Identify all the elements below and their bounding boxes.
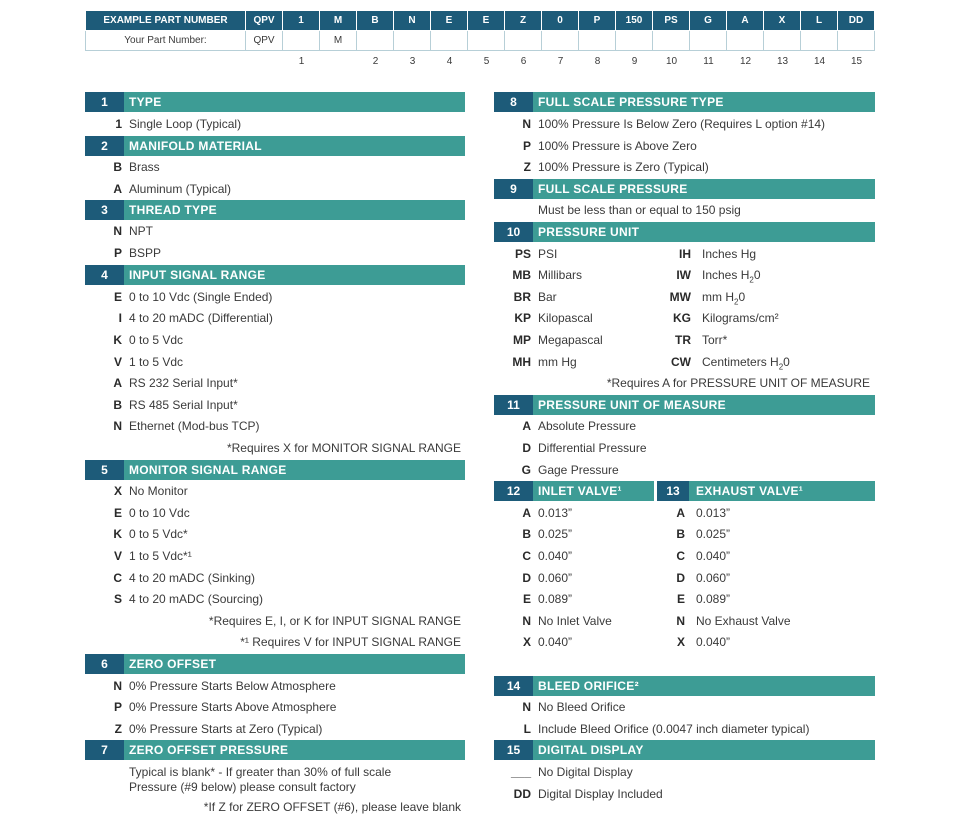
option-code: Z <box>523 160 531 174</box>
option-code: D <box>676 571 685 585</box>
table-cell: Z <box>505 11 542 31</box>
option-code: A <box>522 419 531 433</box>
table-cell: 1 <box>283 11 320 31</box>
option-label: 0.089” <box>696 592 731 606</box>
unit-text: 0 <box>738 290 746 304</box>
option-code: N <box>522 117 531 131</box>
section-header-zero-offset <box>85 654 465 674</box>
unit-text: Inches H <box>702 268 750 282</box>
section-number: 11 <box>494 395 533 415</box>
table-cell: N <box>394 11 431 31</box>
option-label: 0.040” <box>538 635 573 649</box>
position-number: 5 <box>483 56 490 67</box>
table-cell: G <box>690 11 727 31</box>
option-label: NPT <box>129 224 153 238</box>
section-title: ZERO OFFSET PRESSURE <box>129 743 289 757</box>
table-cell: EXAMPLE PART NUMBER <box>86 11 246 31</box>
option-code: X <box>113 484 122 498</box>
option-label: 0% Pressure Starts Below Atmosphere <box>129 679 336 693</box>
section-title: EXHAUST VALVE¹ <box>696 484 804 498</box>
table-cell[interactable] <box>838 31 875 51</box>
section-number: 8 <box>494 92 533 112</box>
table-cell[interactable] <box>579 31 616 51</box>
option-label: 0.040” <box>538 549 573 563</box>
section-number: 5 <box>85 460 124 480</box>
section-title: TYPE <box>129 95 162 109</box>
option-label: Brass <box>129 160 160 174</box>
table-cell: 0 <box>542 11 579 31</box>
option-code: MB <box>512 268 531 282</box>
option-label: 100% Pressure is Zero (Typical) <box>538 160 709 174</box>
option-code: B <box>522 527 531 541</box>
position-number: 6 <box>520 56 527 67</box>
option-label: 0% Pressure Starts Above Atmosphere <box>129 700 337 714</box>
section-header-input-signal-range <box>85 265 465 285</box>
section-title: THREAD TYPE <box>129 203 217 217</box>
section-header-zero-offset-pressure <box>85 740 465 760</box>
unit-text: 0 <box>783 355 790 369</box>
section-header-pressure-unit <box>494 222 875 242</box>
position-number: 1 <box>298 56 305 67</box>
position-number: 2 <box>372 56 379 67</box>
option-label: 0 to 5 Vdc* <box>129 527 188 541</box>
option-code: N <box>113 679 122 693</box>
option-code: E <box>676 592 685 606</box>
option-code: N <box>522 614 531 628</box>
option-label: No Bleed Orifice <box>538 700 626 714</box>
option-label: Megapascal <box>538 333 603 347</box>
option-label: 0 to 10 Vdc (Single Ended) <box>129 290 273 304</box>
footnote: *If Z for ZERO OFFSET (#6), please leave blank <box>203 800 461 814</box>
option-code: CW <box>671 355 691 369</box>
option-code: C <box>522 549 531 563</box>
section-number: 9 <box>494 179 533 199</box>
section-number: 7 <box>85 740 124 760</box>
section-title: INLET VALVE¹ <box>538 484 622 498</box>
option-code: I <box>118 311 122 325</box>
option-label: 4 to 20 mADC (Sourcing) <box>129 592 264 606</box>
option-label: 1 to 5 Vdc*¹ <box>129 549 192 563</box>
option-code: B <box>113 398 122 412</box>
section-header-pressure-unit-of-measure <box>494 395 875 415</box>
section-header-thread-type <box>85 200 465 220</box>
option-label: PSI <box>538 247 558 261</box>
option-label: Digital Display Included <box>538 787 663 801</box>
table-cell: E <box>431 11 468 31</box>
option-label: Gage Pressure <box>538 463 619 477</box>
option-code: S <box>113 592 122 606</box>
option-label: 100% Pressure is Above Zero <box>538 139 697 153</box>
example-part-row <box>86 11 875 31</box>
section-header-bleed-orifice <box>494 676 875 696</box>
table-cell: Your Part Number: <box>86 31 246 51</box>
option-code: E <box>522 592 531 606</box>
part-number-table <box>85 10 875 51</box>
option-code: B <box>676 527 685 541</box>
subscript: 2 <box>778 362 784 372</box>
footnote: *Requires A for PRESSURE UNIT OF MEASURE <box>606 376 870 390</box>
section-number: 12 <box>494 481 533 501</box>
option-label: Kilograms/cm² <box>702 311 779 325</box>
table-cell[interactable] <box>653 31 690 51</box>
option-code: P <box>113 700 122 714</box>
table-cell: P <box>579 11 616 31</box>
option-code: D <box>522 571 531 585</box>
description-text: Pressure (#9 below) please consult factory <box>129 780 356 794</box>
section-number: 13 <box>657 481 689 501</box>
section-header-manifold-material <box>85 136 465 156</box>
position-number: 12 <box>739 56 752 67</box>
section-number: 14 <box>494 676 533 696</box>
option-label: BSPP <box>129 246 162 260</box>
option-code: IH <box>679 247 691 261</box>
option-label: Millibars <box>538 268 583 282</box>
option-label: 100% Pressure Is Below Zero (Requires L option #14) <box>538 117 826 131</box>
option-code: PS <box>514 247 531 261</box>
subscript: 2 <box>734 297 739 307</box>
table-cell[interactable] <box>801 31 838 51</box>
subscript: 2 <box>749 275 754 285</box>
section-title: MONITOR SIGNAL RANGE <box>129 463 287 477</box>
table-cell[interactable] <box>542 31 579 51</box>
section-title: FULL SCALE PRESSURE <box>538 182 688 196</box>
option-label: Bar <box>538 290 557 304</box>
table-cell[interactable] <box>505 31 542 51</box>
section-header-full-scale-pressure-type <box>494 92 875 112</box>
section-title: MANIFOLD MATERIAL <box>129 139 262 153</box>
table-cell: L <box>801 11 838 31</box>
option-code: V <box>113 355 122 369</box>
position-number: 9 <box>631 56 638 67</box>
section-title: ZERO OFFSET <box>129 657 217 671</box>
option-code: IW <box>676 268 691 282</box>
unit-text: 0 <box>753 268 761 282</box>
option-label: No Exhaust Valve <box>696 614 791 628</box>
table-cell: B <box>357 11 394 31</box>
option-code: MH <box>512 355 531 369</box>
table-cell: A <box>727 11 764 31</box>
option-code: X <box>676 635 685 649</box>
section-header-monitor-signal-range <box>85 460 465 480</box>
option-code: MP <box>513 333 531 347</box>
option-code: E <box>113 506 122 520</box>
position-number: 11 <box>703 56 714 67</box>
option-label: Absolute Pressure <box>538 419 637 433</box>
unit-text: Centimeters H <box>702 355 779 369</box>
table-cell[interactable] <box>431 31 468 51</box>
option-label: 0.013” <box>696 506 731 520</box>
position-number: 15 <box>850 56 863 67</box>
option-label: 0.089” <box>538 592 573 606</box>
section-title: DIGITAL DISPLAY <box>538 743 644 757</box>
section-title: INPUT SIGNAL RANGE <box>129 268 266 282</box>
option-label: Kilopascal <box>538 311 593 325</box>
table-cell: DD <box>838 11 875 31</box>
section-title: PRESSURE UNIT <box>538 225 640 239</box>
option-code: 1 <box>115 117 122 131</box>
section-number: 15 <box>494 740 533 760</box>
option-label: Torr* <box>702 333 728 347</box>
table-cell[interactable] <box>357 31 394 51</box>
option-label: 0.025” <box>538 527 573 541</box>
your-part-row[interactable] <box>86 31 875 51</box>
table-cell: 150 <box>616 11 653 31</box>
position-number: 7 <box>557 56 564 67</box>
option-code: A <box>676 506 685 520</box>
option-label: Inches Hg <box>702 247 757 261</box>
option-label: 1 to 5 Vdc <box>129 355 184 369</box>
option-code: N <box>522 700 531 714</box>
unit-text: mm H <box>702 290 734 304</box>
position-number: 14 <box>813 56 826 67</box>
option-label: 0 to 5 Vdc <box>129 333 184 347</box>
section-header-digital-display <box>494 740 875 760</box>
section-title: FULL SCALE PRESSURE TYPE <box>538 95 724 109</box>
position-number: 8 <box>594 56 601 67</box>
option-label: 0.025” <box>696 527 731 541</box>
section-number: 4 <box>85 265 124 285</box>
section-header-exhaust-valve <box>657 481 875 501</box>
option-label: Single Loop (Typical) <box>129 117 242 131</box>
description-text: Typical is blank* - If greater than 30% of full scale <box>129 765 392 779</box>
option-label: 0.060” <box>696 571 731 585</box>
table-cell[interactable] <box>468 31 505 51</box>
section-header-full-scale-pressure <box>494 179 875 199</box>
position-number: 4 <box>446 56 453 67</box>
option-code: KG <box>673 311 691 325</box>
description-text: Must be less than or equal to 150 psig <box>538 203 741 217</box>
position-number: 3 <box>409 56 416 67</box>
option-code: MW <box>669 290 691 304</box>
table-cell[interactable] <box>764 31 801 51</box>
option-code: A <box>113 376 122 390</box>
section-title: BLEED ORIFICE² <box>538 679 639 693</box>
option-code: DD <box>513 787 531 801</box>
option-code: G <box>521 463 531 477</box>
option-label: RS 232 Serial Input* <box>129 376 238 390</box>
position-number: 10 <box>665 56 678 67</box>
table-cell: E <box>468 11 505 31</box>
table-cell[interactable] <box>283 31 320 51</box>
option-code: Z <box>114 722 122 736</box>
option-code: E <box>113 290 122 304</box>
option-code: A <box>522 506 531 520</box>
table-cell[interactable] <box>727 31 764 51</box>
option-code: P <box>113 246 122 260</box>
option-code: P <box>522 139 531 153</box>
section-header-inlet-valve <box>494 481 654 501</box>
option-code: X <box>522 635 531 649</box>
option-label: Aluminum (Typical) <box>129 182 232 196</box>
option-label: RS 485 Serial Input* <box>129 398 238 412</box>
option-label: Include Bleed Orifice (0.0047 inch diameter typical) <box>538 722 810 736</box>
option-label: No Inlet Valve <box>538 614 612 628</box>
option-label: mm Hg <box>538 355 577 369</box>
table-cell[interactable]: M <box>320 31 357 51</box>
section-title: PRESSURE UNIT OF MEASURE <box>538 398 726 412</box>
section-number: 2 <box>85 136 124 156</box>
table-cell[interactable] <box>394 31 431 51</box>
section-number: 3 <box>85 200 124 220</box>
table-cell[interactable]: QPV <box>246 31 283 51</box>
option-label: 0.013” <box>538 506 573 520</box>
footnote: *Requires E, I, or K for INPUT SIGNAL RANGE <box>208 614 461 628</box>
table-cell: QPV <box>246 11 283 31</box>
option-code: TR <box>675 333 691 347</box>
section-number: 1 <box>85 92 124 112</box>
option-label: No Monitor <box>129 484 188 498</box>
option-label: Differential Pressure <box>538 441 647 455</box>
option-code: C <box>676 549 685 563</box>
option-label: 0 to 10 Vdc <box>129 506 190 520</box>
option-label: 0% Pressure Starts at Zero (Typical) <box>129 722 323 736</box>
option-label: No Digital Display <box>538 765 633 779</box>
footnote: *Requires X for MONITOR SIGNAL RANGE <box>226 441 461 455</box>
option-code: B <box>113 160 122 174</box>
option-code: C <box>113 571 122 585</box>
section-header-type <box>85 92 465 112</box>
option-code: N <box>113 419 122 433</box>
option-code: K <box>113 527 122 541</box>
option-label: 4 to 20 mADC (Sinking) <box>129 571 256 585</box>
option-code: A <box>113 182 122 196</box>
table-cell[interactable] <box>690 31 727 51</box>
table-cell: PS <box>653 11 690 31</box>
table-cell[interactable] <box>616 31 653 51</box>
option-code: K <box>113 333 122 347</box>
footnote: *¹ Requires V for INPUT SIGNAL RANGE <box>240 635 461 649</box>
option-code: D <box>522 441 531 455</box>
position-number: 13 <box>776 56 789 67</box>
table-cell: X <box>764 11 801 31</box>
option-code: V <box>113 549 122 563</box>
option-label: 0.060” <box>538 571 573 585</box>
option-code: N <box>113 224 122 238</box>
option-label: 0.040” <box>696 549 731 563</box>
option-code: L <box>523 722 531 736</box>
section-number: 10 <box>494 222 533 242</box>
option-code: ___ <box>510 765 531 779</box>
option-code: BR <box>513 290 531 304</box>
option-label: Ethernet (Mod-bus TCP) <box>129 419 260 433</box>
option-code: KP <box>514 311 531 325</box>
option-label: 4 to 20 mADC (Differential) <box>129 311 273 325</box>
option-label: 0.040” <box>696 635 731 649</box>
option-code: N <box>676 614 685 628</box>
table-cell: M <box>320 11 357 31</box>
section-number: 6 <box>85 654 124 674</box>
